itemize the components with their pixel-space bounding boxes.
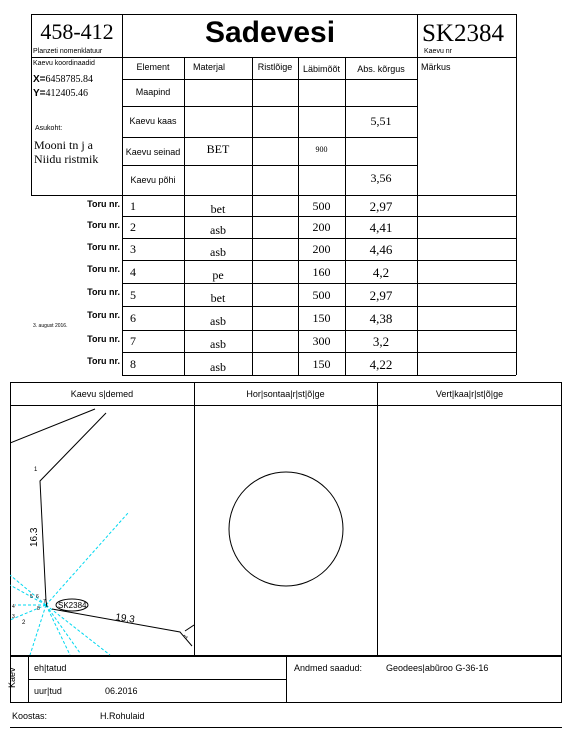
sketch-length-vertical: 16.3 bbox=[29, 527, 40, 547]
drawing-header-horizontal: Hor|sontaa|r|st|õ|ge bbox=[246, 389, 325, 399]
sketch-label-7: 7 bbox=[43, 599, 46, 605]
map-number: 458-412 bbox=[40, 19, 114, 44]
element-name: Maapind bbox=[135, 87, 171, 97]
sketch-length-horizontal: 19.3 bbox=[114, 612, 136, 626]
pipe-label: Toru nr. bbox=[87, 334, 120, 344]
element-height: 3,56 bbox=[370, 171, 392, 185]
sketch-label-1: 1 bbox=[34, 467, 38, 473]
coord-y-value: 412405.46 bbox=[45, 88, 89, 99]
pipe-number: 4 bbox=[130, 264, 136, 279]
pipe-number: 3 bbox=[130, 242, 136, 256]
pipe-line bbox=[10, 605, 46, 620]
element-material: BET bbox=[206, 142, 230, 156]
footer-source-label: Andmed saadud: bbox=[294, 663, 363, 673]
coords-label: Kaevu koordinaadid bbox=[33, 60, 95, 67]
coord-y-label: Y= bbox=[33, 88, 46, 99]
footer-author-value: H.Rohulaid bbox=[100, 711, 145, 721]
col-header-material: Materjal bbox=[192, 62, 225, 72]
page-title: Sadevesi bbox=[204, 16, 336, 49]
pipe-label: Toru nr. bbox=[87, 220, 120, 230]
pipe-label: Toru nr. bbox=[87, 287, 120, 297]
road-corner bbox=[185, 625, 194, 631]
col-header-cross-section: Ristlõige bbox=[257, 62, 293, 72]
element-height: 5,51 bbox=[370, 114, 392, 128]
pipe-line bbox=[10, 575, 46, 605]
pipe-material: asb bbox=[210, 245, 226, 259]
map-number-label: Planzeti nomenklatuur bbox=[33, 48, 103, 55]
sketch-label-8: 8 bbox=[37, 606, 40, 612]
pipe-diameter: 150 bbox=[312, 356, 331, 371]
pipe-number: 2 bbox=[130, 220, 136, 234]
pipe-label: Toru nr. bbox=[87, 242, 120, 252]
pipe-height: 4,22 bbox=[369, 356, 393, 372]
col-header-abs-height: Abs. kõrgus bbox=[357, 64, 405, 74]
pipe-diameter: 200 bbox=[312, 242, 331, 256]
footer-built-label: eh|tatud bbox=[34, 663, 67, 673]
footer-side-label: Kaev bbox=[7, 667, 17, 688]
location-line1: Mooni tn j a bbox=[34, 138, 93, 152]
sketch-label-6: 6 bbox=[36, 594, 39, 600]
pipe-diameter: 150 bbox=[312, 311, 331, 325]
drawing-header-vertical: Vert|kaa|r|st|õ|ge bbox=[435, 389, 504, 399]
pipe-label: Toru nr. bbox=[87, 310, 120, 320]
pipe-diameter: 200 bbox=[312, 220, 331, 234]
col-header-diameter: Läbimõõt bbox=[302, 64, 341, 74]
col-header-element: Element bbox=[136, 62, 170, 72]
pipe-label: Toru nr. bbox=[87, 264, 120, 274]
pipe-material: asb bbox=[210, 223, 226, 237]
footer-measured-label: uur|tud bbox=[34, 686, 62, 696]
pipe-line bbox=[46, 605, 80, 653]
footer-author-label: Koostas: bbox=[12, 711, 48, 721]
pipe-number: 1 bbox=[130, 198, 136, 213]
pipe-line bbox=[30, 605, 46, 655]
coord-x bbox=[33, 74, 93, 85]
road-line-main bbox=[40, 413, 106, 607]
well-circle bbox=[229, 472, 343, 586]
pipe-height: 2,97 bbox=[369, 198, 393, 214]
pipe-label: Toru nr. bbox=[87, 356, 120, 366]
element-name: Kaevu kaas bbox=[129, 116, 177, 126]
coord-x-label: X= bbox=[33, 74, 46, 85]
sketch-label-2: 2 bbox=[22, 620, 26, 626]
pipe-material: pe bbox=[212, 267, 224, 282]
pipe-height: 2,97 bbox=[369, 287, 393, 303]
pipe-material: asb bbox=[210, 337, 226, 351]
pipe-material: bet bbox=[210, 201, 226, 216]
pipe-line bbox=[46, 605, 70, 655]
pipe-number: 5 bbox=[130, 287, 136, 302]
pipe-height: 4,38 bbox=[369, 311, 393, 326]
pipe-height: 3,2 bbox=[372, 334, 390, 349]
element-name: Kaevu seinad bbox=[125, 147, 181, 157]
well-sketch bbox=[10, 405, 194, 656]
sketch-label-5: 5 bbox=[30, 594, 33, 600]
coord-x-value: 6458785.84 bbox=[45, 74, 94, 85]
pipe-diameter: 500 bbox=[312, 198, 331, 213]
pipe-label: Toru nr. bbox=[87, 199, 120, 209]
element-name: Kaevu põhi bbox=[130, 175, 176, 185]
sketch-label-3: 3 bbox=[12, 614, 15, 620]
pipe-diameter: 160 bbox=[312, 264, 331, 279]
location-line2: Niidu ristmik bbox=[34, 152, 99, 166]
location-label: Asukoht: bbox=[35, 125, 63, 132]
pipe-lines bbox=[10, 513, 128, 655]
element-diameter: 900 bbox=[315, 145, 328, 154]
pipe-height: 4,2 bbox=[372, 264, 390, 280]
survey-date: 3. august 2016. bbox=[33, 323, 68, 329]
horizontal-section-drawing bbox=[194, 405, 377, 656]
well-id-label: Kaevu nr bbox=[424, 48, 453, 55]
sketch-label-corner: 1 bbox=[182, 633, 190, 641]
footer-measured-date: 06.2016 bbox=[105, 686, 138, 696]
coord-y bbox=[33, 88, 88, 99]
sketch-label-4: 4 bbox=[12, 604, 15, 610]
drawing-header-sketch: Kaevu s|demed bbox=[70, 389, 134, 399]
pipe-diameter: 300 bbox=[312, 334, 331, 348]
pipe-material: bet bbox=[210, 290, 226, 305]
pipe-diameter: 500 bbox=[312, 287, 331, 302]
pipe-number: 8 bbox=[130, 356, 136, 371]
well-id: SK2384 bbox=[422, 20, 504, 47]
pipe-height: 4,46 bbox=[369, 242, 393, 257]
sketch-well-tag: SK2384 bbox=[58, 601, 87, 610]
pipe-material: asb bbox=[210, 359, 226, 374]
pipe-line bbox=[46, 605, 110, 655]
pipe-number: 6 bbox=[130, 311, 136, 325]
pipe-line bbox=[10, 585, 46, 605]
col-header-notes: Märkus bbox=[421, 62, 451, 72]
pipe-material: asb bbox=[210, 314, 226, 328]
pipe-number: 7 bbox=[130, 334, 136, 348]
pipe-line bbox=[46, 513, 128, 605]
footer-source-value: Geodees|abũroo G-36-16 bbox=[386, 663, 489, 673]
pipe-height: 4,41 bbox=[369, 220, 393, 235]
